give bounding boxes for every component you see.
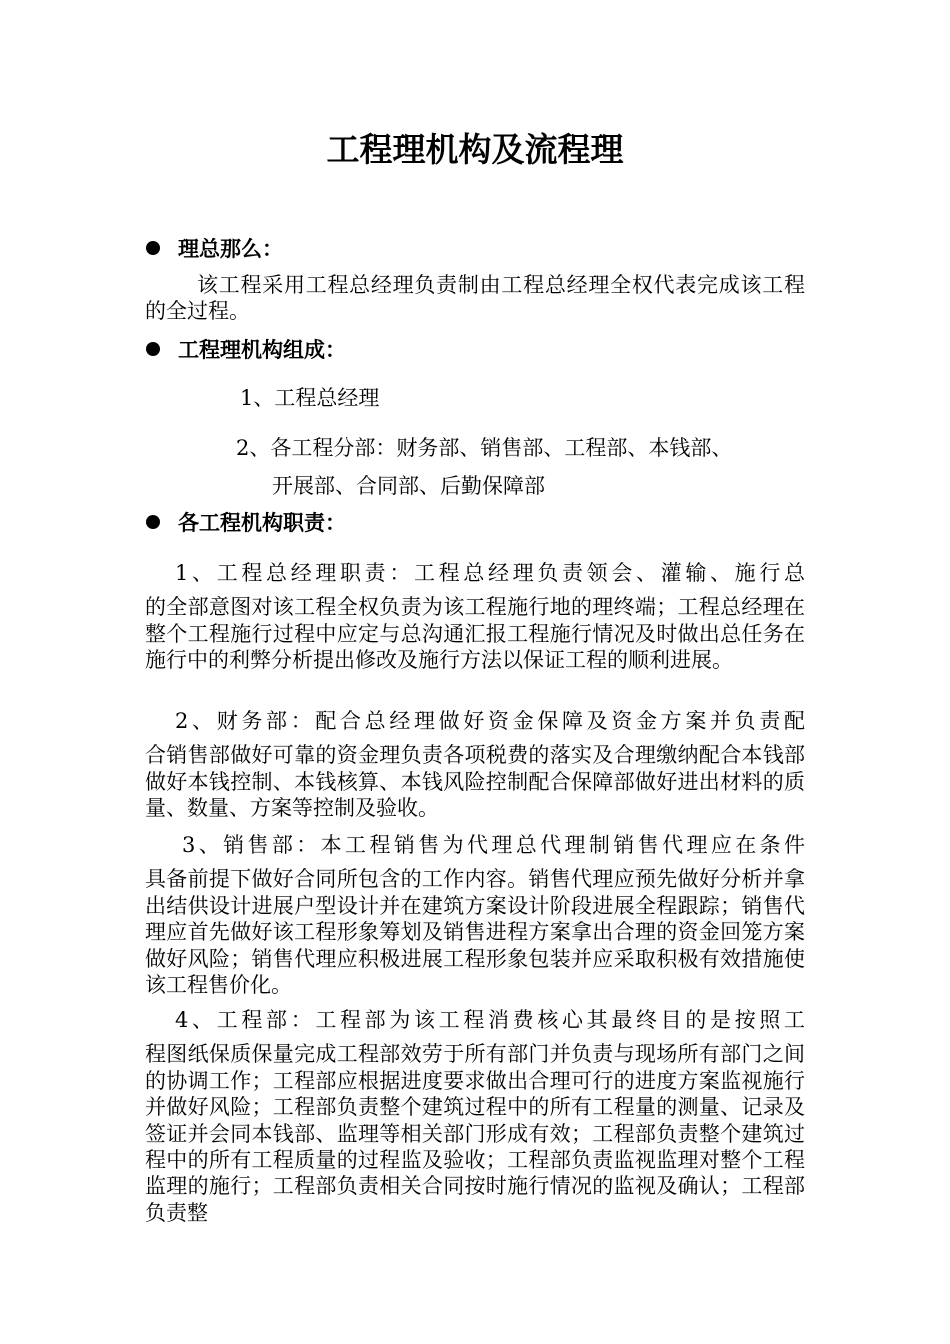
paragraph-principle [145, 272, 805, 325]
paragraph-sales-duties [145, 832, 805, 998]
paragraph-text: 程图纸保质保量完成工程部效劳于所有部门并负责与现场所有部门之间的协调工作；工程部应根据进度要求做出合理可行的进度方案监视施行并做好风险；工程部负责整个建筑过程中的所有工程量的测量、记录及签证并会同本钱部、监理等相关部门形成有效；工程部负责整个建筑过程中的所有工程质量的过程监及验收；工程部负责监视监理对整个工程监理的施行；工程部负责相关合同按时施行情况的监视及确认；工程部负责整 [145, 1042, 805, 1225]
paragraph-first-line: 2、财务部：配合总经理做好资金保障及资金方案并负责配 [175, 709, 805, 733]
section-heading-duties [146, 508, 346, 538]
paragraph-first-line: 4、工程部：工程部为该工程消费核心其最终目的是按照工 [175, 1008, 805, 1032]
paragraph-finance-duties [145, 708, 805, 822]
bullet-icon [146, 515, 160, 529]
paragraph-text: 的全部意图对该工程全权负责为该工程施行地的理终端；工程总经理在整个工程施行过程中应定与总沟通汇报工程施行情况及时做出总任务在施行中的利弊分析提出修改及施行方法以保证工程的顺利进展。 [145, 595, 805, 673]
paragraph-text: 该工程采用工程总经理负责制由工程总经理全权代表完成该工程的全过程。 [145, 273, 805, 324]
paragraph-engineering-duties [145, 1007, 805, 1226]
paragraph-text: 合销售部做好可靠的资金理负责各项税费的落实及合理缴纳配合本钱部做好本钱控制、本钱核算、本钱风险控制配合保障部做好进出材料的质量、数量、方案等控制及验收。 [145, 743, 805, 821]
paragraph-gm-duties [145, 560, 805, 674]
list-item-departments: 2、各工程分部：财务部、销售部、工程部、本钱部、 [236, 436, 733, 460]
section-heading-principle [146, 234, 283, 264]
list-item-general-manager: 1、工程总经理 [240, 386, 380, 410]
document-title: 工程理机构及流程理 [326, 130, 624, 169]
list-item-departments-cont: 开展部、合同部、后勤保障部 [272, 474, 545, 498]
heading-text: 理总那么： [178, 237, 283, 261]
section-heading-structure [146, 335, 346, 365]
paragraph-first-line: 3、销售部：本工程销售为代理总代理制销售代理应在条件 [182, 833, 805, 857]
heading-text: 工程理机构组成： [178, 338, 346, 362]
paragraph-first-line: 1、工程总经理职责：工程总经理负责领会、灌输、施行总 [175, 561, 805, 585]
heading-text: 各工程机构职责： [178, 511, 346, 535]
bullet-icon [146, 342, 160, 356]
bullet-icon [146, 241, 160, 255]
paragraph-text: 具备前提下做好合同所包含的工作内容。销售代理应预先做好分析并拿出结供设计进展户型设计并在建筑方案设计阶段进展全程跟踪；销售代理应首先做好该工程形象筹划及销售进程方案拿出合理的资金回笼方案做好风险；销售代理应积极进展工程形象包装并应采取积极有效措施使该工程售价化。 [145, 867, 805, 998]
